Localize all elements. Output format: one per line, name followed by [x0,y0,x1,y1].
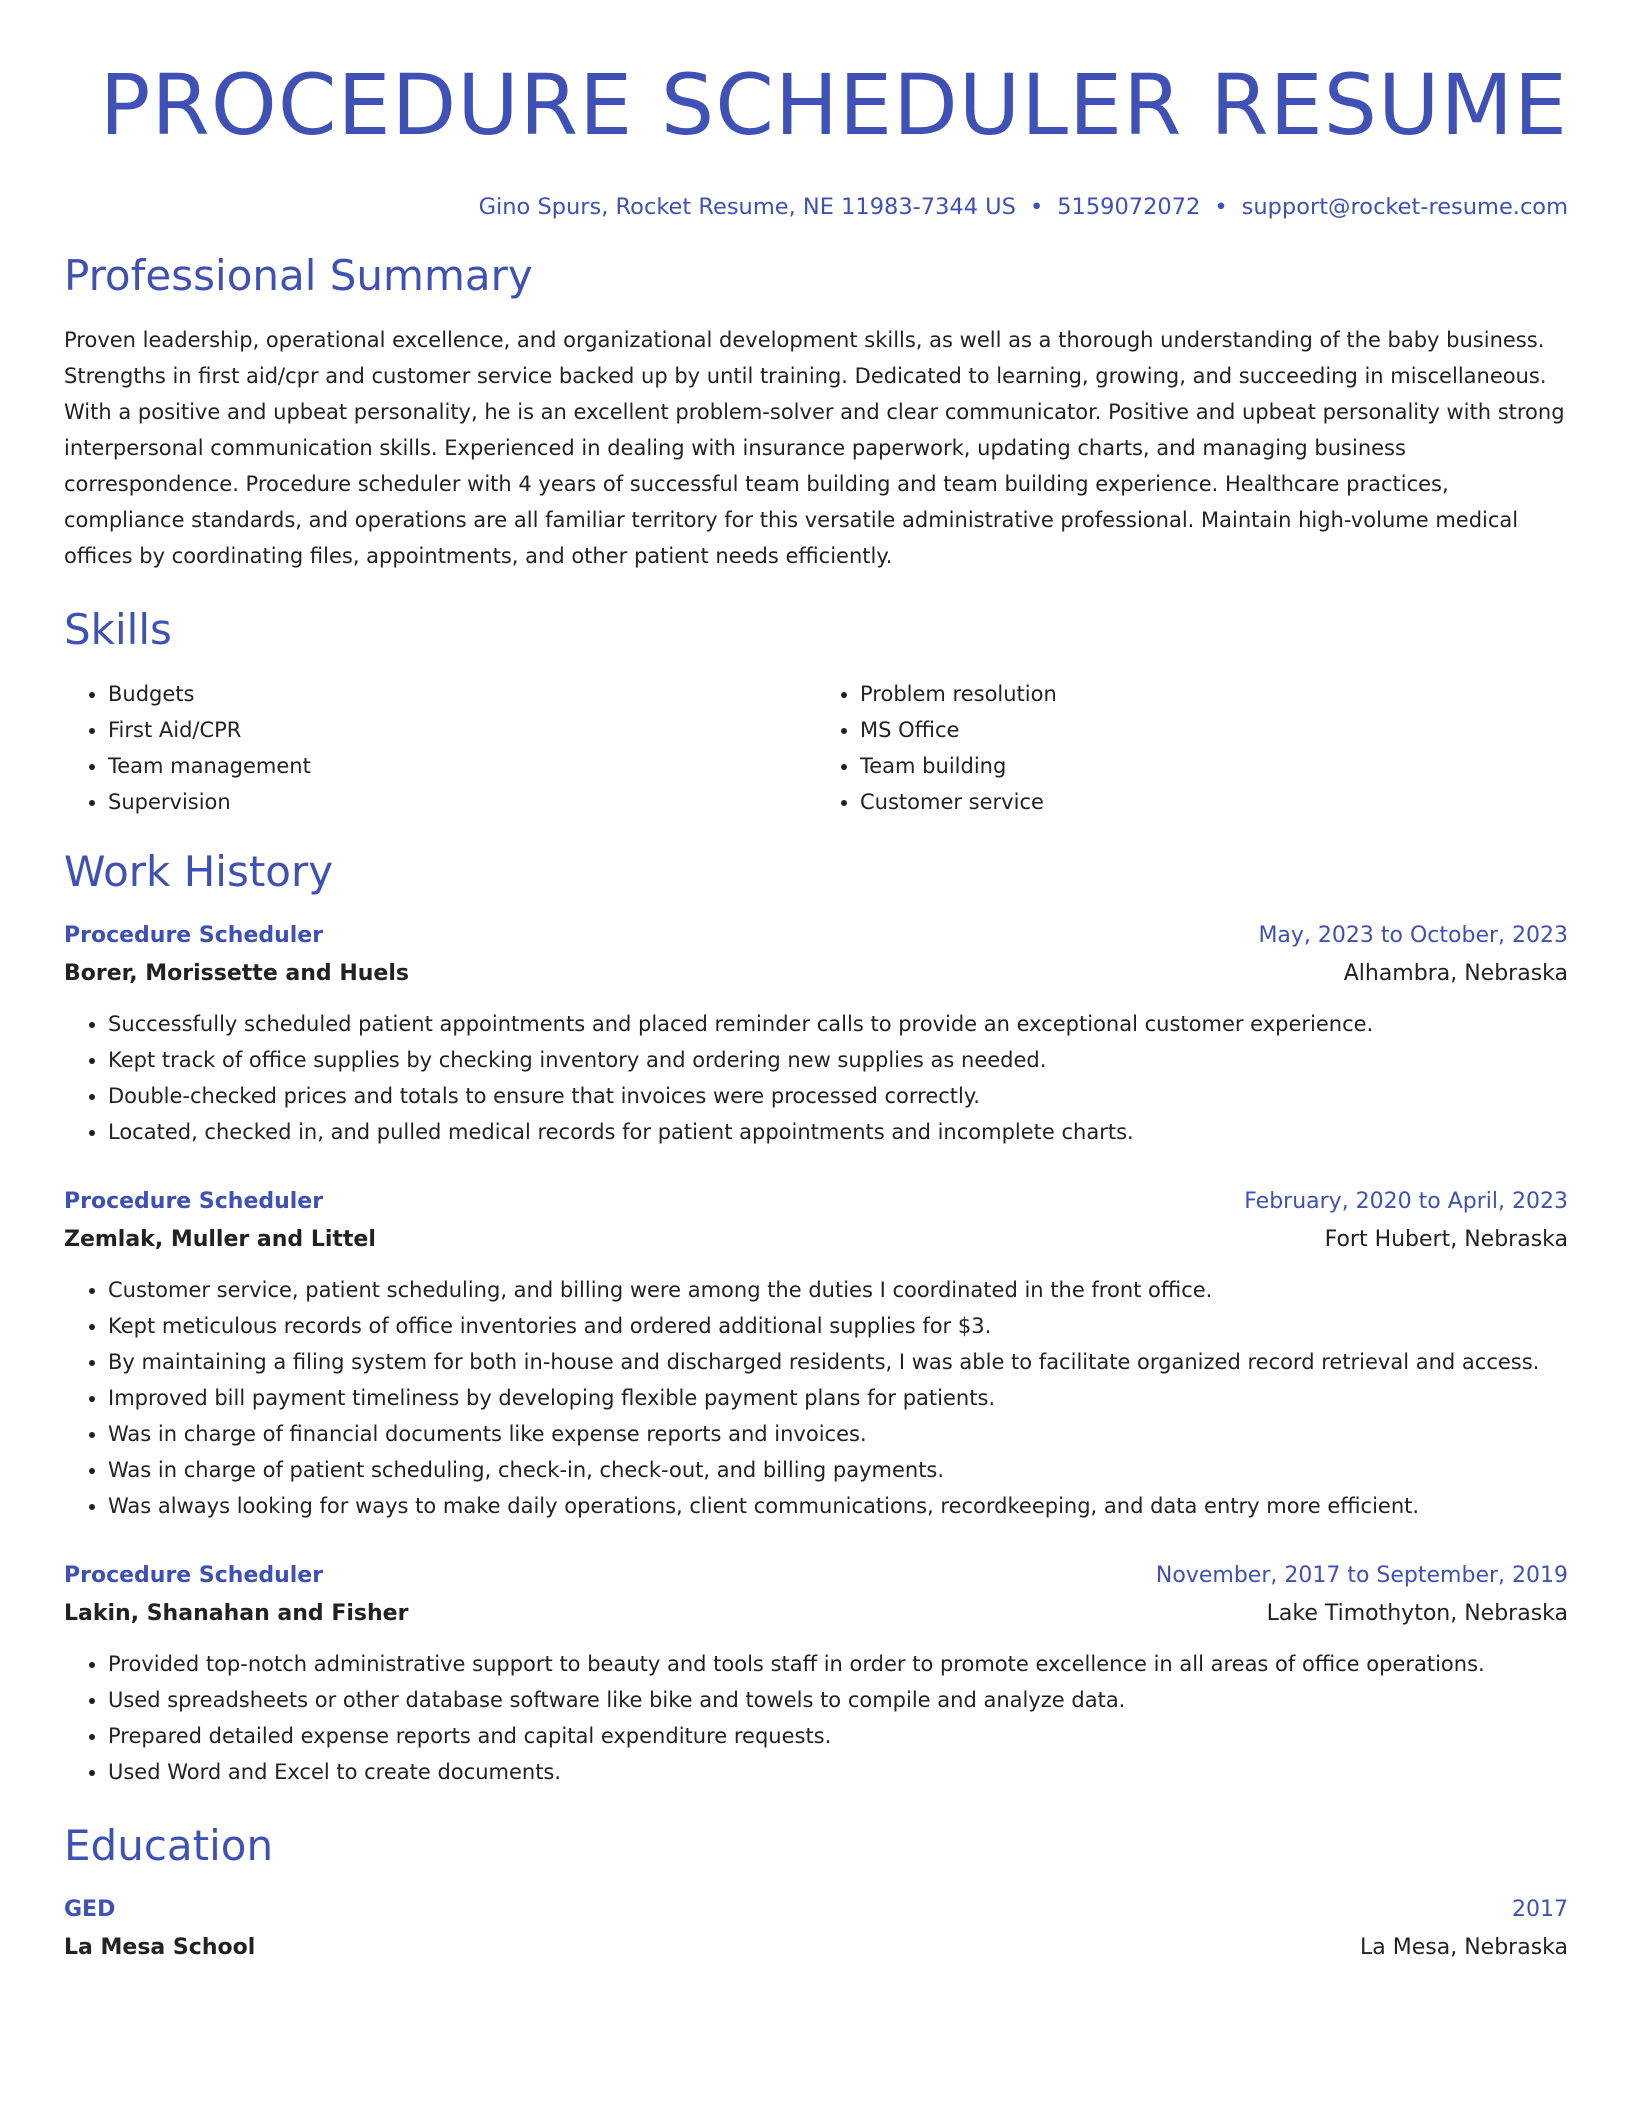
job-location: Alhambra, Nebraska [1343,961,1568,986]
job-subheader [64,1594,1568,1634]
job-bullet: • Double-checked prices and totals to ensure that invoices were processed correctly. [108,1078,1568,1114]
job-bullet: • Used Word and Excel to create documents. [108,1754,1568,1790]
job-bullet: • Was in charge of patient scheduling, check-in, check-out, and billing payments. [108,1452,1568,1488]
job-bullets [64,1646,1568,1790]
skill-item: • Team management [108,748,816,784]
job-bullet: • Prepared detailed expense reports and capital expenditure requests. [108,1718,1568,1754]
job-dates: May, 2023 to October, 2023 [1258,923,1568,948]
job-bullet: • Was in charge of financial documents like expense reports and invoices. [108,1416,1568,1452]
job-subheader [64,1220,1568,1260]
education-location: La Mesa, Nebraska [1360,1935,1568,1960]
job-title: Procedure Scheduler [64,1563,324,1588]
skills-section [64,602,1568,820]
work-section [64,844,1568,1790]
job-bullet: • Provided top-notch administrative support to beauty and tools staff in order to promote excellence in all areas of office operations. [108,1646,1568,1682]
education-degree: GED [64,1897,116,1922]
summary-section [64,248,1568,574]
contact-separator: • [1214,194,1228,220]
skill-item: • Team building [860,748,1568,784]
skills-column-right [816,676,1568,820]
job-bullets [64,1006,1568,1150]
job-bullet: • By maintaining a filing system for both in-house and discharged residents, I was able to facilitate organized record retrieval and access. [108,1344,1568,1380]
job-bullet: • Kept track of office supplies by checking inventory and ordering new supplies as needed. [108,1042,1568,1078]
job-bullet: • Kept meticulous records of office inventories and ordered additional supplies for $3. [108,1308,1568,1344]
skills-column-left [64,676,816,820]
skill-item: • First Aid/CPR [108,712,816,748]
work-heading: Work History [64,847,334,896]
skill-item: • MS Office [860,712,1568,748]
job-company: Borer, Morissette and Huels [64,961,409,986]
contact-phone: 5159072072 [1057,194,1201,220]
job-title: Procedure Scheduler [64,1189,324,1214]
skills-list [64,676,1568,820]
job-header [64,1558,1568,1594]
job-company: Zemlak, Muller and Littel [64,1227,376,1252]
skill-item: • Supervision [108,784,816,820]
skill-item: • Customer service [860,784,1568,820]
summary-text: Proven leadership, operational excellence, and organizational development skills, as well as a thorough understanding of the baby business. Strengths in first aid/cpr and customer service backed up by until training. Dedicated to learning, growing, and succeeding in miscellaneous. With a positive and upbeat personality, he is an excellent problem-solver and clear communicator. Positive and upbeat personality with strong interpersonal communication skills. Experienced in dealing with insurance paperwork, updating charts, and managing business correspondence. Procedure scheduler with 4 years of successful team building and team building experience. Healthcare practices, compliance standards, and operations are all familiar territory for this versatile administrative professional. Maintain high-volume medical offices by coordinating files, appointments, and other patient needs efficiently. [64,328,1565,568]
job-dates: November, 2017 to September, 2019 [1155,1563,1568,1588]
summary-heading: Professional Summary [64,251,533,300]
job-location: Fort Hubert, Nebraska [1324,1227,1568,1252]
job-bullet: • Improved bill payment timeliness by developing flexible payment plans for patients. [108,1380,1568,1416]
job-bullet: • Was always looking for ways to make daily operations, client communications, recordkeeping, and data entry more efficient. [108,1488,1568,1524]
contact-email: support@rocket-resume.com [1241,194,1568,220]
contact-line [64,190,1568,224]
job-bullet: • Located, checked in, and pulled medical records for patient appointments and incomplete charts. [108,1114,1568,1150]
job-dates: February, 2020 to April, 2023 [1244,1189,1568,1214]
job-entry [64,918,1568,1150]
skills-heading: Skills [64,605,172,654]
education-school: La Mesa School [64,1935,256,1960]
job-company: Lakin, Shanahan and Fisher [64,1601,409,1626]
education-section [64,1818,1568,1968]
contact-separator: • [1029,194,1044,220]
job-entry [64,1558,1568,1790]
resume-title: PROCEDURE SCHEDULER RESUME [99,56,1568,154]
job-header [64,1184,1568,1220]
education-entry [64,1892,1568,1968]
job-subheader [64,954,1568,994]
job-bullet: • Successfully scheduled patient appointments and placed reminder calls to provide an exceptional customer experience. [108,1006,1568,1042]
job-bullets [64,1272,1568,1524]
job-location: Lake Timothyton, Nebraska [1266,1601,1568,1626]
education-header [64,1892,1568,1928]
skill-item: • Problem resolution [860,676,1568,712]
contact-address: Gino Spurs, Rocket Resume, NE 11983-7344 US [478,194,1016,220]
job-entry [64,1184,1568,1524]
job-title: Procedure Scheduler [64,923,324,948]
job-header [64,918,1568,954]
education-subheader [64,1928,1568,1968]
job-bullet: • Used spreadsheets or other database software like bike and towels to compile and analyze data. [108,1682,1568,1718]
skill-item: • Budgets [108,676,816,712]
education-heading: Education [64,1821,274,1870]
education-year: 2017 [1512,1897,1568,1922]
job-bullet: • Customer service, patient scheduling, and billing were among the duties I coordinated in the front office. [108,1272,1568,1308]
